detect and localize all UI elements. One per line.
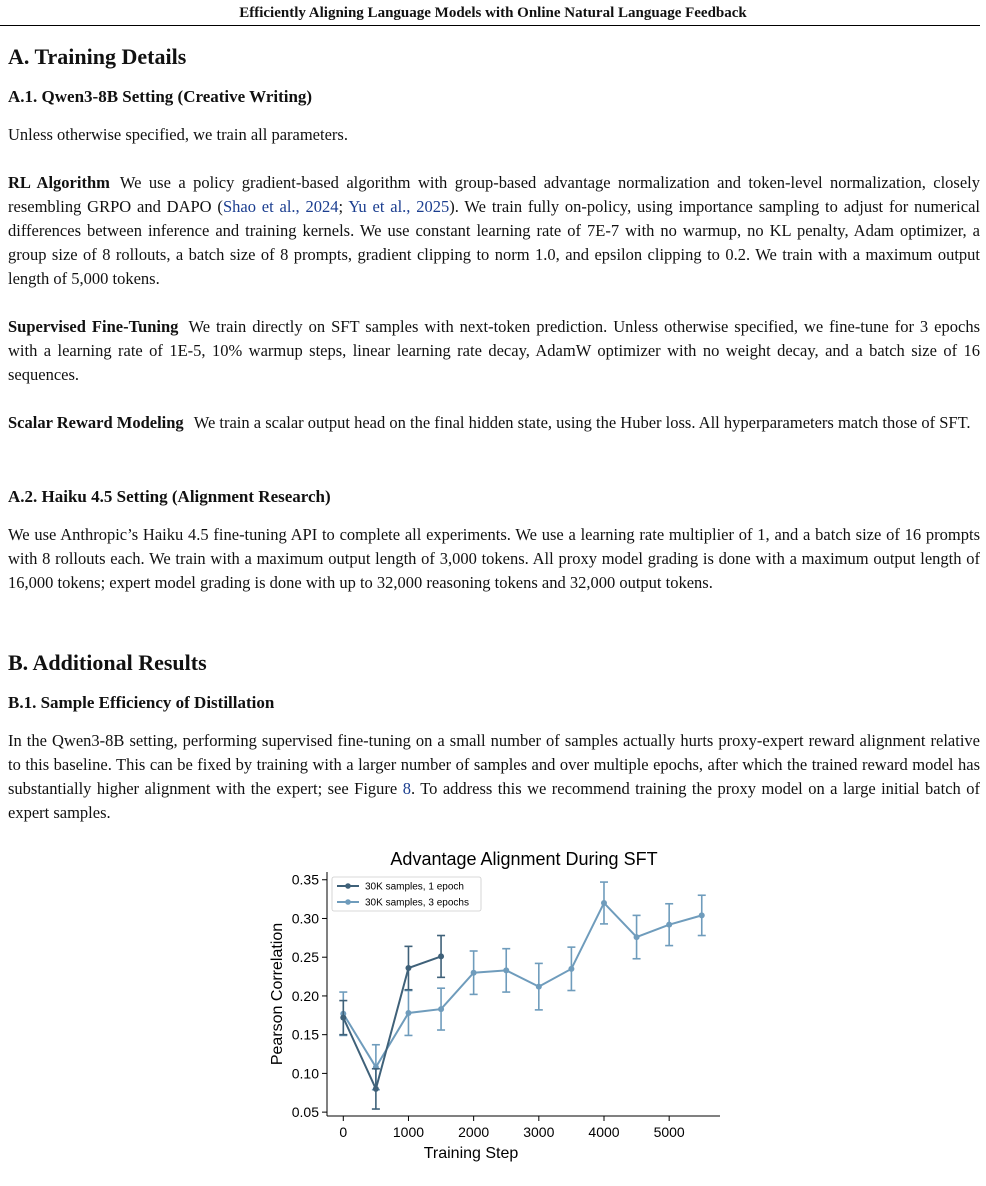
reward-modeling-paragraph — [8, 411, 980, 435]
reward-modeling-text: We train a scalar output head on the final hidden state, using the Huber loss. All hyperparameters match those of SFT. — [193, 413, 971, 432]
series-3-epochs-point — [536, 984, 542, 990]
series-3-epochs-point — [601, 900, 607, 906]
b1-text-after: . To address this we recommend training the proxy model on a large initial batch of expert samples. — [8, 779, 980, 822]
legend-label-1-epoch: 30K samples, 1 epoch — [365, 881, 464, 893]
plot-area — [339, 882, 705, 1109]
header-rule — [0, 25, 980, 26]
x-tick-label: 4000 — [588, 1124, 620, 1140]
series-3-epochs-point — [471, 970, 477, 976]
legend-marker-1-epoch — [345, 883, 351, 889]
x-tick-label: 5000 — [653, 1124, 685, 1140]
section-a-title: A. Training Details — [8, 44, 187, 69]
series-1-epoch-point — [405, 965, 411, 971]
series-3-epochs-point — [438, 1006, 444, 1012]
series-3-epochs-point — [666, 922, 672, 928]
series-3-epochs-line — [343, 903, 701, 1067]
reward-modeling-label: Scalar Reward Modeling — [8, 413, 184, 432]
x-axis-label: Training Step — [423, 1145, 519, 1162]
sft-label: Supervised Fine-Tuning — [8, 317, 179, 336]
chart-title: Advantage Alignment During SFT — [390, 849, 658, 869]
subsection-a2-title: A.2. Haiku 4.5 Setting (Alignment Research) — [8, 487, 331, 506]
y-axis-ticks — [292, 872, 327, 1120]
series-3-epochs-point — [503, 967, 509, 973]
series-3-epochs-point — [405, 1010, 411, 1016]
series-1-epoch-point — [373, 1086, 379, 1092]
rl-algorithm-label: RL Algorithm — [8, 173, 110, 192]
citation-yu[interactable]: Yu et al., 2025 — [348, 197, 450, 216]
b1-paragraph — [8, 729, 980, 825]
x-axis-ticks — [339, 1116, 685, 1140]
section-b-title: B. Additional Results — [8, 650, 207, 675]
series-1-epoch-point — [438, 953, 444, 959]
rl-text-after: ). We train fully on-policy, using importance sampling to adjust for numerical differences between inference and training kernels. We use constant learning rate of 7E-7 with no warmup, no KL penalty, Adam optimizer, a group size of 8 rollouts, a batch size of 8 prompts, gradient clipping to norm 1.0, and epsilon clipping to 0.2. We train with a maximum output length of 5,000 tokens. — [8, 197, 980, 288]
a2-paragraph: We use Anthropic’s Haiku 4.5 fine-tuning API to complete all experiments. We use a learning rate multiplier of 1, and a batch size of 16 prompts with 8 rollouts each. We train with a maximum output length of 3,000 tokens. All proxy model grading is done with a maximum output length of 16,000 tokens; expert model grading is done with up to 32,000 reasoning tokens and 32,000 output tokens. — [8, 525, 980, 592]
y-axis-label: Pearson Correlation — [269, 922, 286, 1066]
series-3-epochs-point — [699, 912, 705, 918]
x-tick-label: 3000 — [523, 1124, 555, 1140]
a1-intro-paragraph: Unless otherwise specified, we train all parameters. — [8, 125, 348, 144]
y-tick-label: 0.30 — [291, 910, 319, 927]
legend — [332, 877, 481, 911]
rl-text-before: We use a policy gradient-based algorithm with group-based advantage normalization and token-level normalization, closely resembling GRPO and DAPO ( — [8, 173, 980, 216]
legend-label-3-epochs: 30K samples, 3 epochs — [365, 897, 469, 909]
y-tick-label: 0.35 — [291, 871, 319, 888]
legend-marker-3-epochs — [345, 899, 351, 905]
series-1-epoch-line — [343, 956, 441, 1088]
y-tick-label: 0.25 — [291, 949, 319, 966]
advantage-alignment-chart — [262, 842, 732, 1168]
b1-text-before: In the Qwen3-8B setting, performing supervised fine-tuning on a small number of samples actually hurts proxy-expert reward alignment relative to this baseline. This can be fixed by training with a larger number of samples and over multiple epochs, after which the trained reward model has substantially higher alignment with the expert; see Figure — [8, 731, 980, 798]
rl-algorithm-paragraph — [8, 171, 980, 291]
citation-separator: ; — [338, 197, 349, 216]
figure-reference-link[interactable]: 8 — [402, 779, 411, 798]
subsection-b1-title: B.1. Sample Efficiency of Distillation — [8, 693, 275, 712]
subsection-a1-title: A.1. Qwen3-8B Setting (Creative Writing) — [8, 87, 313, 106]
x-tick-label: 1000 — [392, 1124, 425, 1140]
series-3-epochs-point — [568, 966, 574, 972]
series-1-epoch-point — [340, 1015, 346, 1021]
running-head: Efficiently Aligning Language Models with Online Natural Language Feedback — [239, 5, 747, 21]
y-tick-label: 0.15 — [291, 1026, 319, 1043]
sft-text: We train directly on SFT samples with next-token prediction. Unless otherwise specified, we fine-tune for 3 epochs with a learning rate of 1E-5, 10% warmup steps, linear learning rate decay, AdamW optimizer with no weight decay, and a batch size of 16 sequences. — [8, 317, 980, 384]
x-tick-label: 0 — [339, 1124, 348, 1140]
y-tick-label: 0.05 — [291, 1104, 319, 1121]
y-tick-label: 0.10 — [291, 1065, 319, 1082]
series-3-epochs-point — [634, 934, 640, 940]
y-tick-label: 0.20 — [291, 987, 319, 1004]
citation-shao[interactable]: Shao et al., 2024 — [222, 197, 339, 216]
x-tick-label: 2000 — [458, 1124, 490, 1140]
sft-paragraph — [8, 315, 980, 387]
